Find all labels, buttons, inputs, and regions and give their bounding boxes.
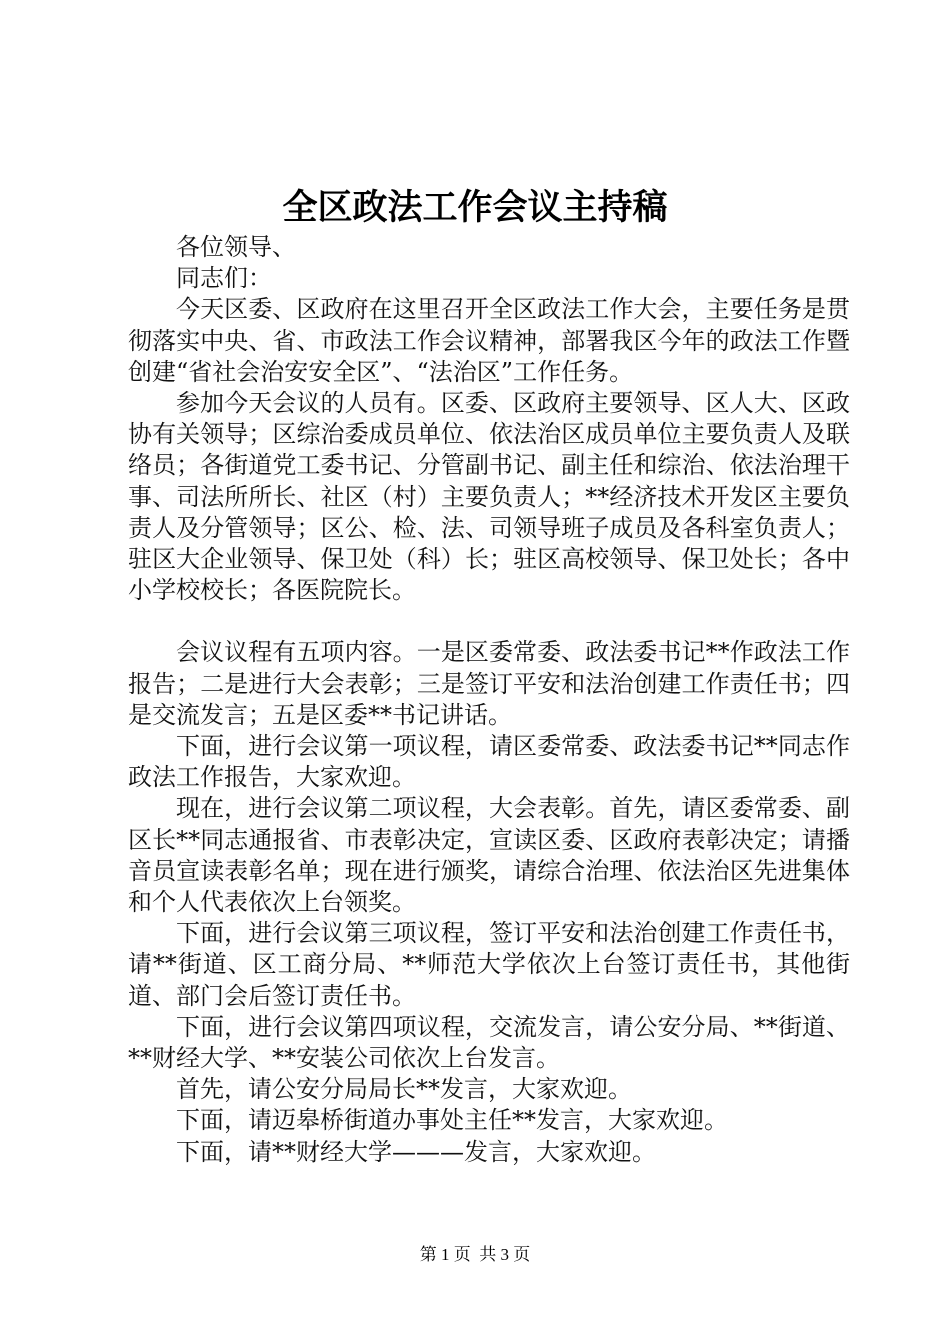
paragraph-attendees: 参加今天会议的人员有。区委、区政府主要领导、区人大、区政协有关领导；区综治委成员单位、依法治区成员单位主要负责人及联络员；各街道党工委书记、分管副书记、副主任和综治、依法治理干事、司法所所长、社区（村）主要负责人；**经济技术开发区主要负责人及分管领导；区公、检、法、司领导班子成员及各科室负责人；驻区大企业领导、保卫处（科）长；驻区高校领导、保卫处长；各中小学校校长；各医院院长。: [128, 389, 850, 605]
paragraph-agenda-item-3: 下面，进行会议第三项议程，签订平安和法治创建工作责任书，请**街道、区工商分局、**师范大学依次上台签订责任书，其他街道、部门会后签订责任书。: [128, 919, 850, 1010]
paragraph-purpose: 今天区委、区政府在这里召开全区政法工作大会，主要任务是贯彻落实中央、省、市政法工作会议精神，部署我区今年的政法工作暨创建“省社会治安安全区”、“法治区”工作任务。: [128, 295, 850, 386]
paragraph-agenda: 会议议程有五项内容。一是区委常委、政法委书记**作政法工作报告；二是进行大会表彰；三是签订平安和法治创建工作责任书；四是交流发言；五是区委**书记讲话。: [128, 638, 850, 729]
paragraph-speaker-1: 首先，请公安分局局长**发言，大家欢迎。: [176, 1075, 632, 1104]
document-body: [128, 232, 850, 1168]
paragraph-agenda-item-2: 现在，进行会议第二项议程，大会表彰。首先，请区委常委、副区长**同志通报省、市表彰决定，宣读区委、区政府表彰决定；请播音员宣读表彰名单；现在进行颁奖，请综合治理、依法治区先进集体和个人代表依次上台领奖。: [128, 794, 850, 917]
page-number-label: 第 1 页 共 3 页: [419, 1245, 531, 1264]
salutation-line-1: 各位领导、: [176, 233, 296, 261]
document-title: 全区政法工作会议主持稿: [282, 187, 668, 228]
paragraph-agenda-item-4: 下面，进行会议第四项议程，交流发言，请公安分局、**街道、**财经大学、**安装公司依次上台发言。: [128, 1012, 850, 1073]
page-footer: [0, 1244, 950, 1266]
paragraph-speaker-2: 下面，请迈皋桥街道办事处主任**发言，大家欢迎。: [176, 1106, 728, 1135]
salutation-line-2: 同志们：: [176, 264, 272, 293]
paragraph-speaker-3: 下面，请**财经大学———发言，大家欢迎。: [176, 1137, 656, 1166]
paragraph-agenda-item-1: 下面，进行会议第一项议程，请区委常委、政法委书记**同志作政法工作报告，大家欢迎。: [128, 732, 850, 792]
